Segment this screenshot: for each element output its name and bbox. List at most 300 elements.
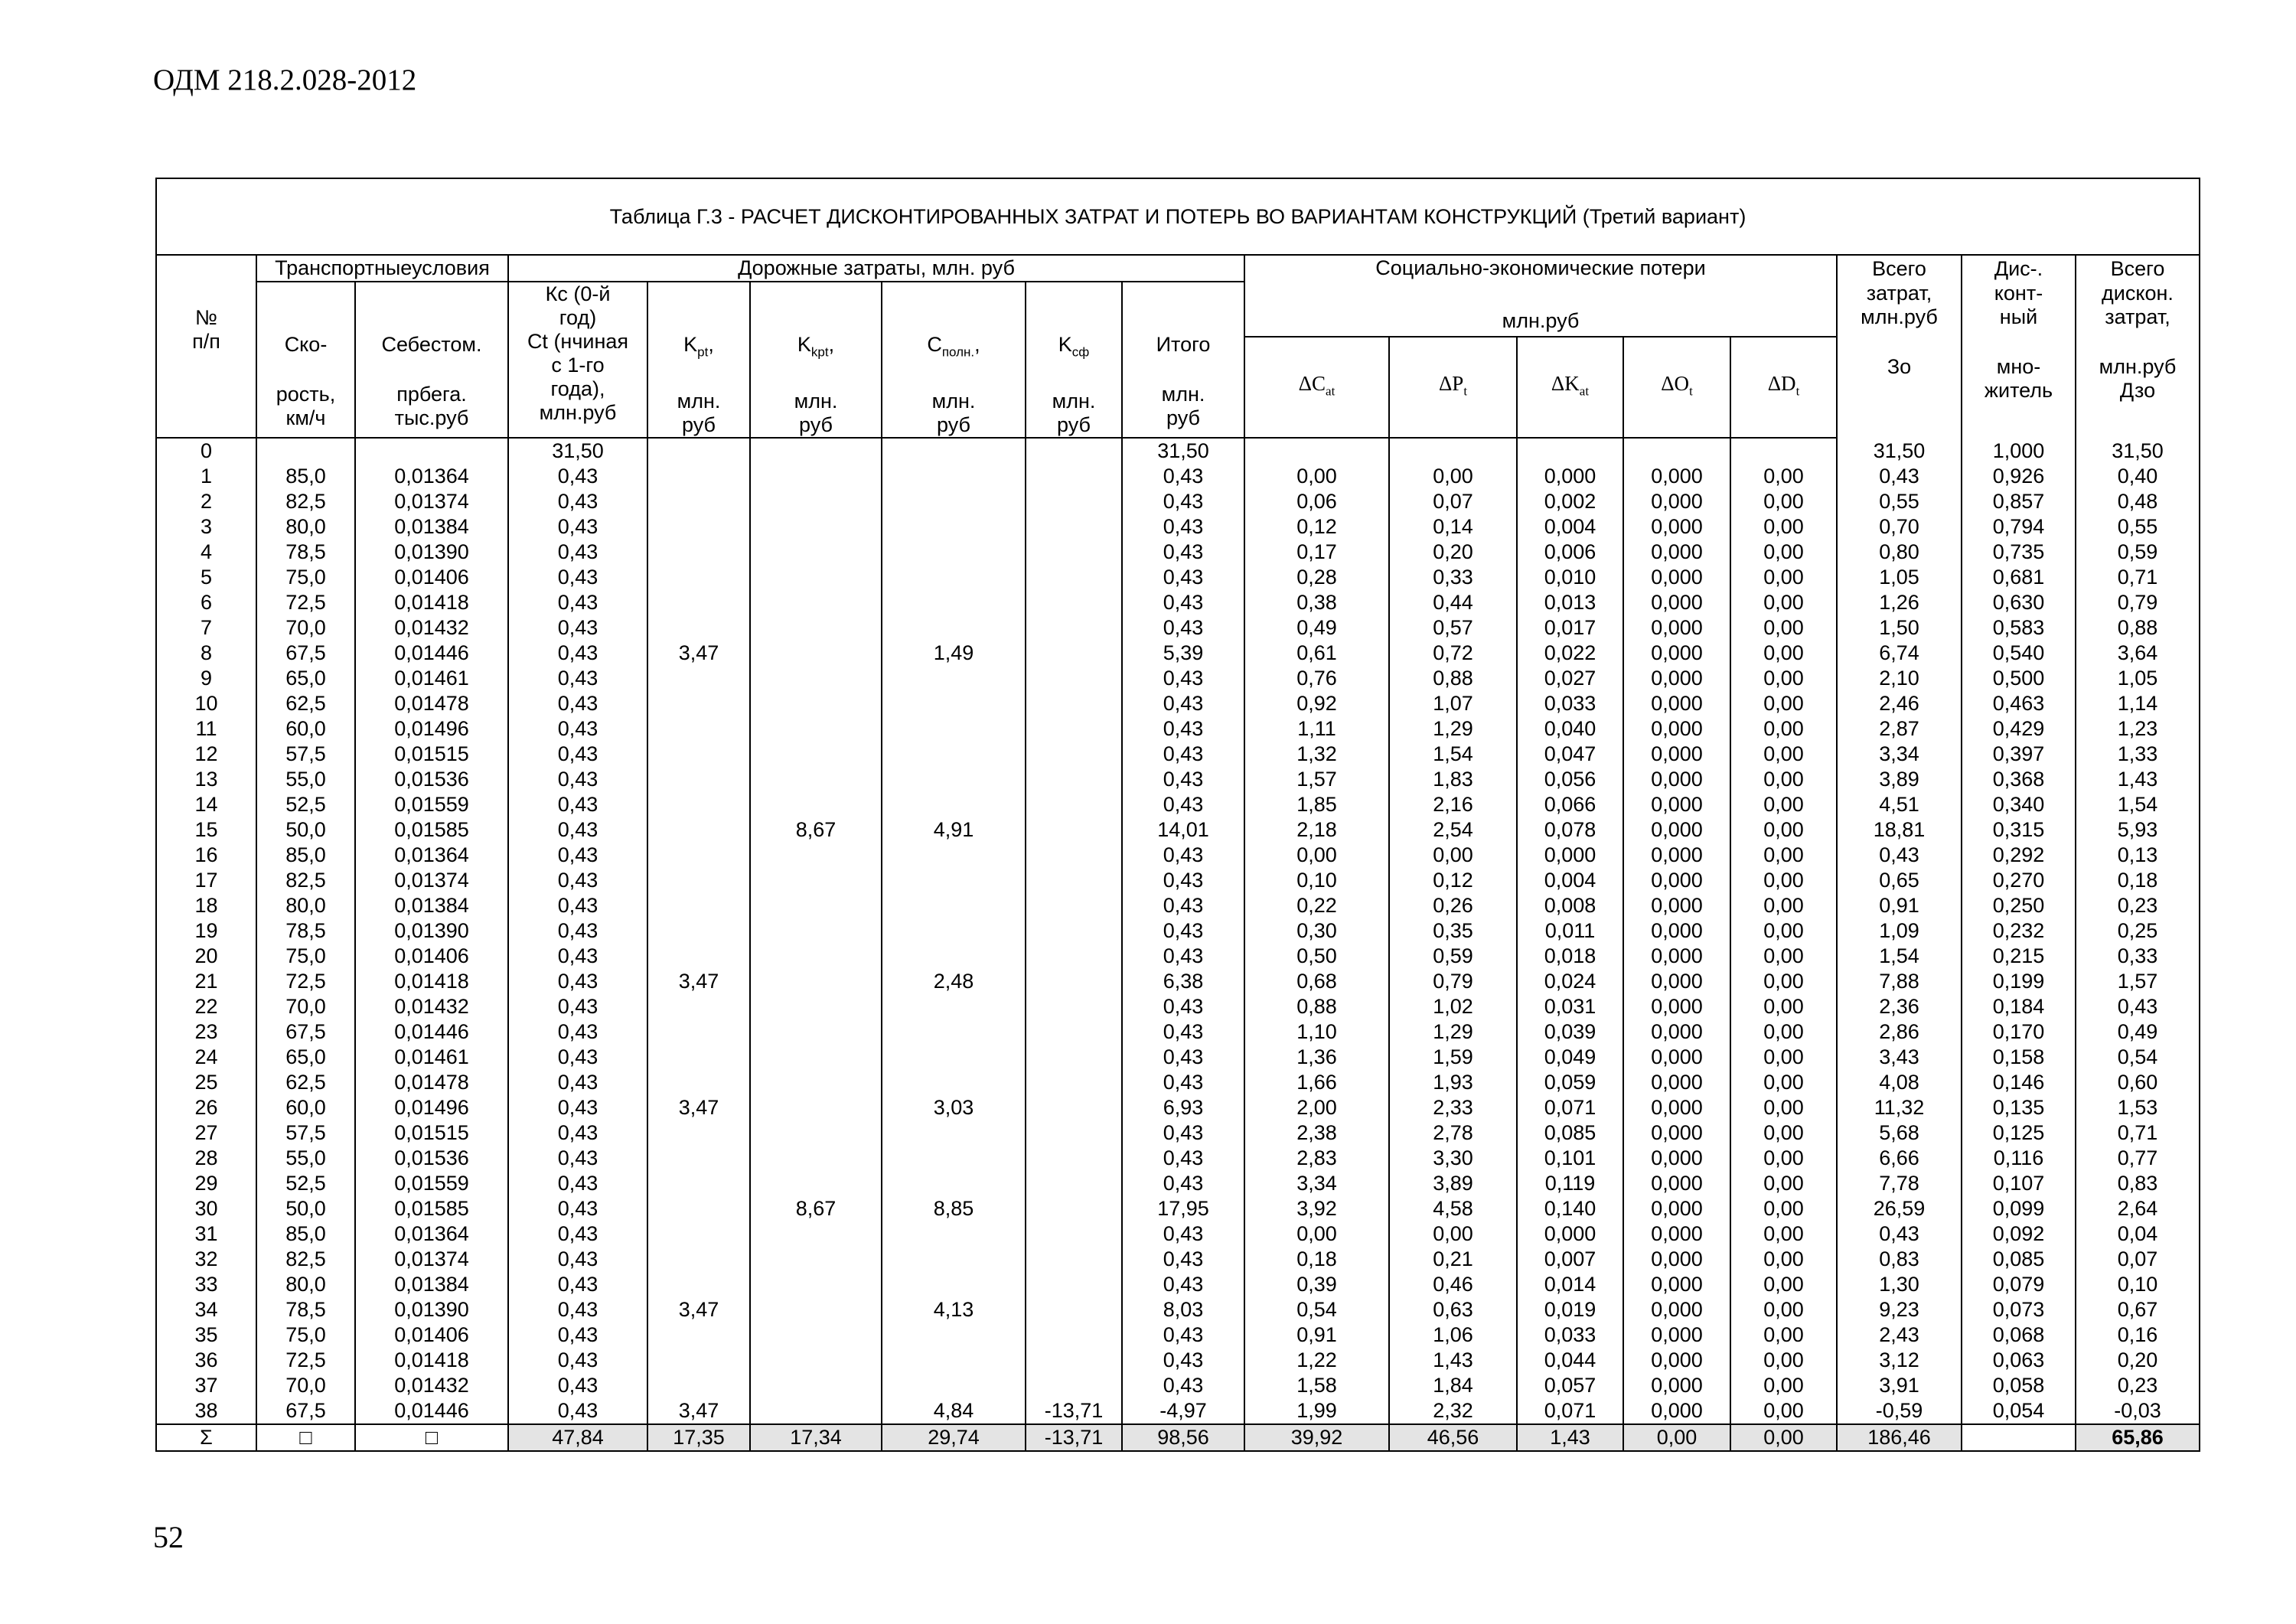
- table-cell: 31: [156, 1221, 256, 1247]
- table-cell: 0,01418: [355, 1348, 508, 1373]
- table-cell: 0,07: [2076, 1247, 2200, 1272]
- sum-cell: 186,46: [1837, 1424, 1962, 1451]
- table-cell: [647, 767, 750, 792]
- table-cell: 0,794: [1962, 514, 2076, 540]
- table-cell: 5: [156, 565, 256, 590]
- table-cell: [1026, 716, 1122, 742]
- table-cell: 0,368: [1962, 767, 2076, 792]
- table-cell: [647, 1272, 750, 1297]
- table-cell: 0,00: [1730, 969, 1837, 994]
- table-cell: [1026, 1120, 1122, 1146]
- table-cell: 0,01559: [355, 792, 508, 817]
- table-cell: 0,039: [1517, 1019, 1623, 1045]
- table-cell: 4,58: [1389, 1196, 1517, 1221]
- table-cell: 78,5: [256, 918, 355, 944]
- table-cell: 0,250: [1962, 893, 2076, 918]
- table-cell: 0,01364: [355, 464, 508, 489]
- table-cell: 0,017: [1517, 615, 1623, 641]
- table-cell: 0,071: [1517, 1398, 1623, 1424]
- table-cell: 0,092: [1962, 1221, 2076, 1247]
- table-cell: 0,00: [1730, 742, 1837, 767]
- table-cell: 0,00: [1244, 1221, 1389, 1247]
- table-cell: 38: [156, 1398, 256, 1424]
- table-cell: 67,5: [256, 1398, 355, 1424]
- table-cell: 0,43: [508, 666, 647, 691]
- table-cell: [750, 1070, 882, 1095]
- kc-header: Кс (0-й год) Ct (нчиная с 1-го года), млн.руб: [508, 282, 647, 438]
- table-cell: 0,01390: [355, 918, 508, 944]
- table-cell: 65,0: [256, 666, 355, 691]
- table-cell: [882, 767, 1026, 792]
- table-cell: 0,000: [1623, 1297, 1730, 1322]
- table-cell: 0,91: [1244, 1322, 1389, 1348]
- table-cell: 0,43: [508, 1247, 647, 1272]
- table-row: [156, 691, 2200, 716]
- table-row: [156, 742, 2200, 767]
- table-cell: 2,10: [1837, 666, 1962, 691]
- dkat-header: $\Delta K_{at}$: [1517, 337, 1623, 438]
- table-cell: 0,000: [1623, 615, 1730, 641]
- table-cell: 0,068: [1962, 1322, 2076, 1348]
- total-header: затрат, млн.руб Зо: [1837, 282, 1962, 438]
- table-cell: 0,056: [1517, 767, 1623, 792]
- table-cell: [750, 590, 882, 615]
- table-cell: 0,000: [1623, 767, 1730, 792]
- table-cell: 0,43: [508, 1045, 647, 1070]
- table-cell: 0,22: [1244, 893, 1389, 918]
- table-cell: 0,013: [1517, 590, 1623, 615]
- table-cell: 2,86: [1837, 1019, 1962, 1045]
- table-cell: 0,43: [508, 994, 647, 1019]
- table-cell: [750, 792, 882, 817]
- table-cell: [750, 1247, 882, 1272]
- table-cell: 75,0: [256, 565, 355, 590]
- table-cell: 0,463: [1962, 691, 2076, 716]
- table-cell: 0,000: [1623, 489, 1730, 514]
- table-cell: 0,158: [1962, 1045, 2076, 1070]
- table-cell: [1026, 1297, 1122, 1322]
- table-cell: 3,92: [1244, 1196, 1389, 1221]
- table-cell: [750, 716, 882, 742]
- table-cell: [1026, 1272, 1122, 1297]
- table-cell: 0,43: [508, 1221, 647, 1247]
- table-cell: [750, 464, 882, 489]
- table-cell: 0,047: [1517, 742, 1623, 767]
- table-cell: 67,5: [256, 641, 355, 666]
- table-cell: 3: [156, 514, 256, 540]
- table-cell: [882, 1019, 1026, 1045]
- document-code: ОДМ 218.2.028-2012: [153, 64, 417, 96]
- table-cell: 0: [156, 438, 256, 464]
- table-cell: 0,681: [1962, 565, 2076, 590]
- table-cell: 0,44: [1389, 590, 1517, 615]
- table-cell: [882, 1120, 1026, 1146]
- table-cell: 6,93: [1122, 1095, 1244, 1120]
- table-cell: [647, 1171, 750, 1196]
- table-cell: [1026, 1221, 1122, 1247]
- table-cell: 0,33: [1389, 565, 1517, 590]
- table-cell: 0,43: [508, 540, 647, 565]
- table-cell: [1026, 438, 1122, 464]
- table-cell: 37: [156, 1373, 256, 1398]
- table-cell: 26: [156, 1095, 256, 1120]
- table-cell: 35: [156, 1322, 256, 1348]
- table-cell: 0,140: [1517, 1196, 1623, 1221]
- table-cell: 0,30: [1244, 918, 1389, 944]
- table-cell: 0,073: [1962, 1297, 2076, 1322]
- table-cell: 82,5: [256, 868, 355, 893]
- table-cell: 1,99: [1244, 1398, 1389, 1424]
- table-cell: 5,39: [1122, 641, 1244, 666]
- table-cell: 0,583: [1962, 615, 2076, 641]
- cpoln-header: $C_{полн.}$, млн. руб: [882, 282, 1026, 438]
- table-cell: [1026, 1095, 1122, 1120]
- table-cell: 1,53: [2076, 1095, 2200, 1120]
- dtotal-header-top: Всего: [2076, 255, 2200, 282]
- table-cell: 3,64: [2076, 641, 2200, 666]
- table-row: [156, 1348, 2200, 1373]
- table-cell: [1026, 1247, 1122, 1272]
- table-cell: 0,23: [2076, 1373, 2200, 1398]
- table-cell: 0,101: [1517, 1146, 1623, 1171]
- table-cell: 0,00: [1730, 1221, 1837, 1247]
- table-cell: 1,09: [1837, 918, 1962, 944]
- table-cell: 0,00: [1730, 1373, 1837, 1398]
- table-cell: 0,61: [1244, 641, 1389, 666]
- table-cell: [1026, 1322, 1122, 1348]
- sum-cell: -13,71: [1026, 1424, 1122, 1451]
- table-cell: 0,033: [1517, 1322, 1623, 1348]
- table-cell: 0,10: [2076, 1272, 2200, 1297]
- sum-cell: 17,34: [750, 1424, 882, 1451]
- table-cell: 0,135: [1962, 1095, 2076, 1120]
- table-cell: 0,000: [1517, 464, 1623, 489]
- table-cell: 0,00: [1730, 691, 1837, 716]
- table-cell: 0,00: [1730, 944, 1837, 969]
- table-cell: [882, 666, 1026, 691]
- table-cell: [750, 1120, 882, 1146]
- table-cell: 0,01374: [355, 489, 508, 514]
- table-cell: 0,00: [1730, 918, 1837, 944]
- table-cell: 0,397: [1962, 742, 2076, 767]
- table-cell: [647, 1196, 750, 1221]
- cost-header: Себестом. прбега. тыс.руб: [355, 282, 508, 438]
- table-cell: 0,80: [1837, 540, 1962, 565]
- table-cell: 0,18: [1244, 1247, 1389, 1272]
- table-cell: 0,43: [508, 1398, 647, 1424]
- table-cell: [750, 540, 882, 565]
- sum-cell: 0,00: [1730, 1424, 1837, 1451]
- table-cell: 4,51: [1837, 792, 1962, 817]
- table-cell: 0,43: [508, 969, 647, 994]
- table-cell: 0,000: [1623, 1272, 1730, 1297]
- table-cell: 3,47: [647, 641, 750, 666]
- table-cell: 0,00: [1730, 1095, 1837, 1120]
- table-cell: 0,43: [508, 1120, 647, 1146]
- table-cell: 3,47: [647, 1398, 750, 1424]
- table-cell: 0,67: [2076, 1297, 2200, 1322]
- table-cell: 0,044: [1517, 1348, 1623, 1373]
- table-cell: 0,43: [508, 691, 647, 716]
- table-cell: 0,43: [508, 1348, 647, 1373]
- table-cell: 0,000: [1623, 1045, 1730, 1070]
- table-cell: [750, 1348, 882, 1373]
- table-cell: 0,01559: [355, 1171, 508, 1196]
- table-cell: 4,91: [882, 817, 1026, 843]
- table-cell: 0,60: [2076, 1070, 2200, 1095]
- table-cell: [750, 994, 882, 1019]
- table-cell: 0,057: [1517, 1373, 1623, 1398]
- table-row: [156, 1095, 2200, 1120]
- table-row: [156, 666, 2200, 691]
- table-cell: [647, 565, 750, 590]
- table-cell: 0,43: [1122, 868, 1244, 893]
- table-cell: 3,34: [1837, 742, 1962, 767]
- table-cell: 0,000: [1623, 868, 1730, 893]
- discounted-costs-table: [155, 178, 2200, 1452]
- table-cell: [882, 1322, 1026, 1348]
- table-cell: -4,97: [1122, 1398, 1244, 1424]
- table-cell: [647, 691, 750, 716]
- table-cell: 62,5: [256, 691, 355, 716]
- table-row: [156, 1247, 2200, 1272]
- table-cell: [750, 868, 882, 893]
- table-cell: [750, 918, 882, 944]
- table-cell: 0,125: [1962, 1120, 2076, 1146]
- table-cell: 0,00: [1730, 565, 1837, 590]
- table-cell: 0,010: [1517, 565, 1623, 590]
- table-cell: 0,43: [508, 1070, 647, 1095]
- table-cell: 5,68: [1837, 1120, 1962, 1146]
- table-cell: 0,43: [1837, 843, 1962, 868]
- table-cell: 22: [156, 994, 256, 1019]
- table-cell: 52,5: [256, 792, 355, 817]
- table-cell: 36: [156, 1348, 256, 1373]
- table-cell: [750, 1398, 882, 1424]
- table-cell: 72,5: [256, 1348, 355, 1373]
- table-cell: 0,00: [1730, 1398, 1837, 1424]
- table-cell: [1730, 438, 1837, 464]
- table-cell: -13,71: [1026, 1398, 1122, 1424]
- table-row: [156, 918, 2200, 944]
- table-cell: 0,00: [1730, 817, 1837, 843]
- table-cell: 0,024: [1517, 969, 1623, 994]
- table-cell: 0,43: [508, 615, 647, 641]
- table-cell: 3,34: [1244, 1171, 1389, 1196]
- table-cell: 0,28: [1244, 565, 1389, 590]
- table-cell: 0,43: [1122, 489, 1244, 514]
- table-cell: 52,5: [256, 1171, 355, 1196]
- table-cell: 0,002: [1517, 489, 1623, 514]
- table-cell: 0,43: [1122, 893, 1244, 918]
- table-cell: 4,08: [1837, 1070, 1962, 1095]
- table-cell: 0,43: [1122, 590, 1244, 615]
- table-cell: [1026, 489, 1122, 514]
- table-cell: 0,01496: [355, 1095, 508, 1120]
- table-cell: 0,01478: [355, 691, 508, 716]
- table-cell: 8: [156, 641, 256, 666]
- table-cell: 14,01: [1122, 817, 1244, 843]
- table-cell: 0,43: [1122, 565, 1244, 590]
- table-cell: 27: [156, 1120, 256, 1146]
- table-cell: 0,91: [1837, 893, 1962, 918]
- table-cell: [1026, 590, 1122, 615]
- table-cell: 3,03: [882, 1095, 1026, 1120]
- table-cell: 4,84: [882, 1398, 1026, 1424]
- page-number: 52: [153, 1520, 184, 1554]
- table-cell: 78,5: [256, 540, 355, 565]
- table-cell: 0,14: [1389, 514, 1517, 540]
- table-cell: 1,54: [2076, 792, 2200, 817]
- table-cell: [882, 742, 1026, 767]
- table-cell: [750, 666, 882, 691]
- table-cell: 0,215: [1962, 944, 2076, 969]
- table-cell: 0,004: [1517, 868, 1623, 893]
- table-cell: 6: [156, 590, 256, 615]
- table-cell: 0,01461: [355, 666, 508, 691]
- table-cell: [1026, 1373, 1122, 1398]
- table-row: [156, 1019, 2200, 1045]
- table-cell: 9: [156, 666, 256, 691]
- table-cell: 0,59: [2076, 540, 2200, 565]
- table-cell: 7,78: [1837, 1171, 1962, 1196]
- table-cell: 0,20: [1389, 540, 1517, 565]
- table-cell: 17,95: [1122, 1196, 1244, 1221]
- table-cell: 0,00: [1730, 1171, 1837, 1196]
- dcat-header: $\Delta C_{at}$: [1244, 337, 1389, 438]
- table-cell: 1,54: [1837, 944, 1962, 969]
- table-cell: [1026, 1196, 1122, 1221]
- table-cell: 0,107: [1962, 1171, 2076, 1196]
- table-cell: 0,43: [508, 1146, 647, 1171]
- table-cell: 0,57: [1389, 615, 1517, 641]
- table-cell: 0,000: [1623, 1196, 1730, 1221]
- table-cell: 0,43: [508, 716, 647, 742]
- table-cell: 1,02: [1389, 994, 1517, 1019]
- table-cell: 0,00: [1730, 1120, 1837, 1146]
- table-cell: 0,01536: [355, 1146, 508, 1171]
- table-cell: 0,01432: [355, 615, 508, 641]
- table-cell: 0,43: [1122, 464, 1244, 489]
- table-cell: 0,033: [1517, 691, 1623, 716]
- table-cell: 82,5: [256, 489, 355, 514]
- table-cell: 0,027: [1517, 666, 1623, 691]
- sum-cell: □: [355, 1424, 508, 1451]
- table-cell: [750, 944, 882, 969]
- table-cell: 0,000: [1623, 1120, 1730, 1146]
- sum-cell: 1,43: [1517, 1424, 1623, 1451]
- table-cell: 0,01446: [355, 1398, 508, 1424]
- table-cell: [882, 893, 1026, 918]
- table-cell: [647, 540, 750, 565]
- table-cell: 0,00: [1730, 464, 1837, 489]
- table-cell: 0,270: [1962, 868, 2076, 893]
- table-cell: 0,06: [1244, 489, 1389, 514]
- table-cell: 23: [156, 1019, 256, 1045]
- table-cell: 0,65: [1837, 868, 1962, 893]
- group-transport-header: Транспортныеусловия: [256, 255, 508, 282]
- table-cell: 0,43: [1122, 843, 1244, 868]
- table-cell: 0,000: [1623, 540, 1730, 565]
- table-cell: 0,01384: [355, 514, 508, 540]
- table-cell: 0,01446: [355, 641, 508, 666]
- table-cell: 2,16: [1389, 792, 1517, 817]
- table-cell: 8,85: [882, 1196, 1026, 1221]
- table-cell: [750, 1373, 882, 1398]
- table-cell: 0,63: [1389, 1297, 1517, 1322]
- sum-cell: 39,92: [1244, 1424, 1389, 1451]
- table-cell: 0,170: [1962, 1019, 2076, 1045]
- table-cell: 0,008: [1517, 893, 1623, 918]
- table-cell: 2,54: [1389, 817, 1517, 843]
- table-cell: 0,00: [1730, 641, 1837, 666]
- table-cell: 85,0: [256, 843, 355, 868]
- table-cell: 0,72: [1389, 641, 1517, 666]
- table-cell: [750, 1045, 882, 1070]
- table-cell: [882, 565, 1026, 590]
- table-cell: [647, 918, 750, 944]
- table-cell: [750, 1171, 882, 1196]
- table-row: [156, 1171, 2200, 1196]
- table-cell: 0,43: [1122, 742, 1244, 767]
- table-cell: 0,33: [2076, 944, 2200, 969]
- table-cell: 8,67: [750, 1196, 882, 1221]
- table-cell: [1389, 438, 1517, 464]
- table-cell: [750, 1322, 882, 1348]
- table-cell: [882, 716, 1026, 742]
- sum-total-discounted: 65,86: [2076, 1424, 2200, 1451]
- table-cell: 0,01585: [355, 1196, 508, 1221]
- table-cell: 0,43: [1122, 514, 1244, 540]
- table-cell: 0,011: [1517, 918, 1623, 944]
- table-cell: 0,116: [1962, 1146, 2076, 1171]
- table-cell: 60,0: [256, 716, 355, 742]
- table-cell: 0,000: [1623, 1095, 1730, 1120]
- table-cell: 0,429: [1962, 716, 2076, 742]
- table-cell: 0,735: [1962, 540, 2076, 565]
- table-cell: 0,79: [1389, 969, 1517, 994]
- table-cell: 0,000: [1623, 843, 1730, 868]
- table-cell: 1,29: [1389, 1019, 1517, 1045]
- table-cell: 0,01446: [355, 1019, 508, 1045]
- table-cell: [1026, 1019, 1122, 1045]
- table-cell: [750, 438, 882, 464]
- table-row: [156, 1322, 2200, 1348]
- table-cell: 0,43: [1122, 1171, 1244, 1196]
- table-cell: 0,88: [1389, 666, 1517, 691]
- table-cell: 0,18: [2076, 868, 2200, 893]
- table-cell: [647, 489, 750, 514]
- table-cell: 33: [156, 1272, 256, 1297]
- table-cell: 0,054: [1962, 1398, 2076, 1424]
- table-cell: [750, 893, 882, 918]
- table-cell: 0,00: [1730, 1019, 1837, 1045]
- table-cell: 0,630: [1962, 590, 2076, 615]
- table-cell: [647, 843, 750, 868]
- table-cell: [882, 1348, 1026, 1373]
- table-cell: 0,01406: [355, 944, 508, 969]
- table-cell: 50,0: [256, 817, 355, 843]
- table-cell: 2,64: [2076, 1196, 2200, 1221]
- table-cell: 0,066: [1517, 792, 1623, 817]
- table-cell: [1026, 1348, 1122, 1373]
- table-cell: 0,43: [508, 590, 647, 615]
- table-cell: 75,0: [256, 944, 355, 969]
- table-cell: 0,000: [1623, 666, 1730, 691]
- table-cell: [1026, 843, 1122, 868]
- table-cell: 0,000: [1517, 1221, 1623, 1247]
- table-row: [156, 944, 2200, 969]
